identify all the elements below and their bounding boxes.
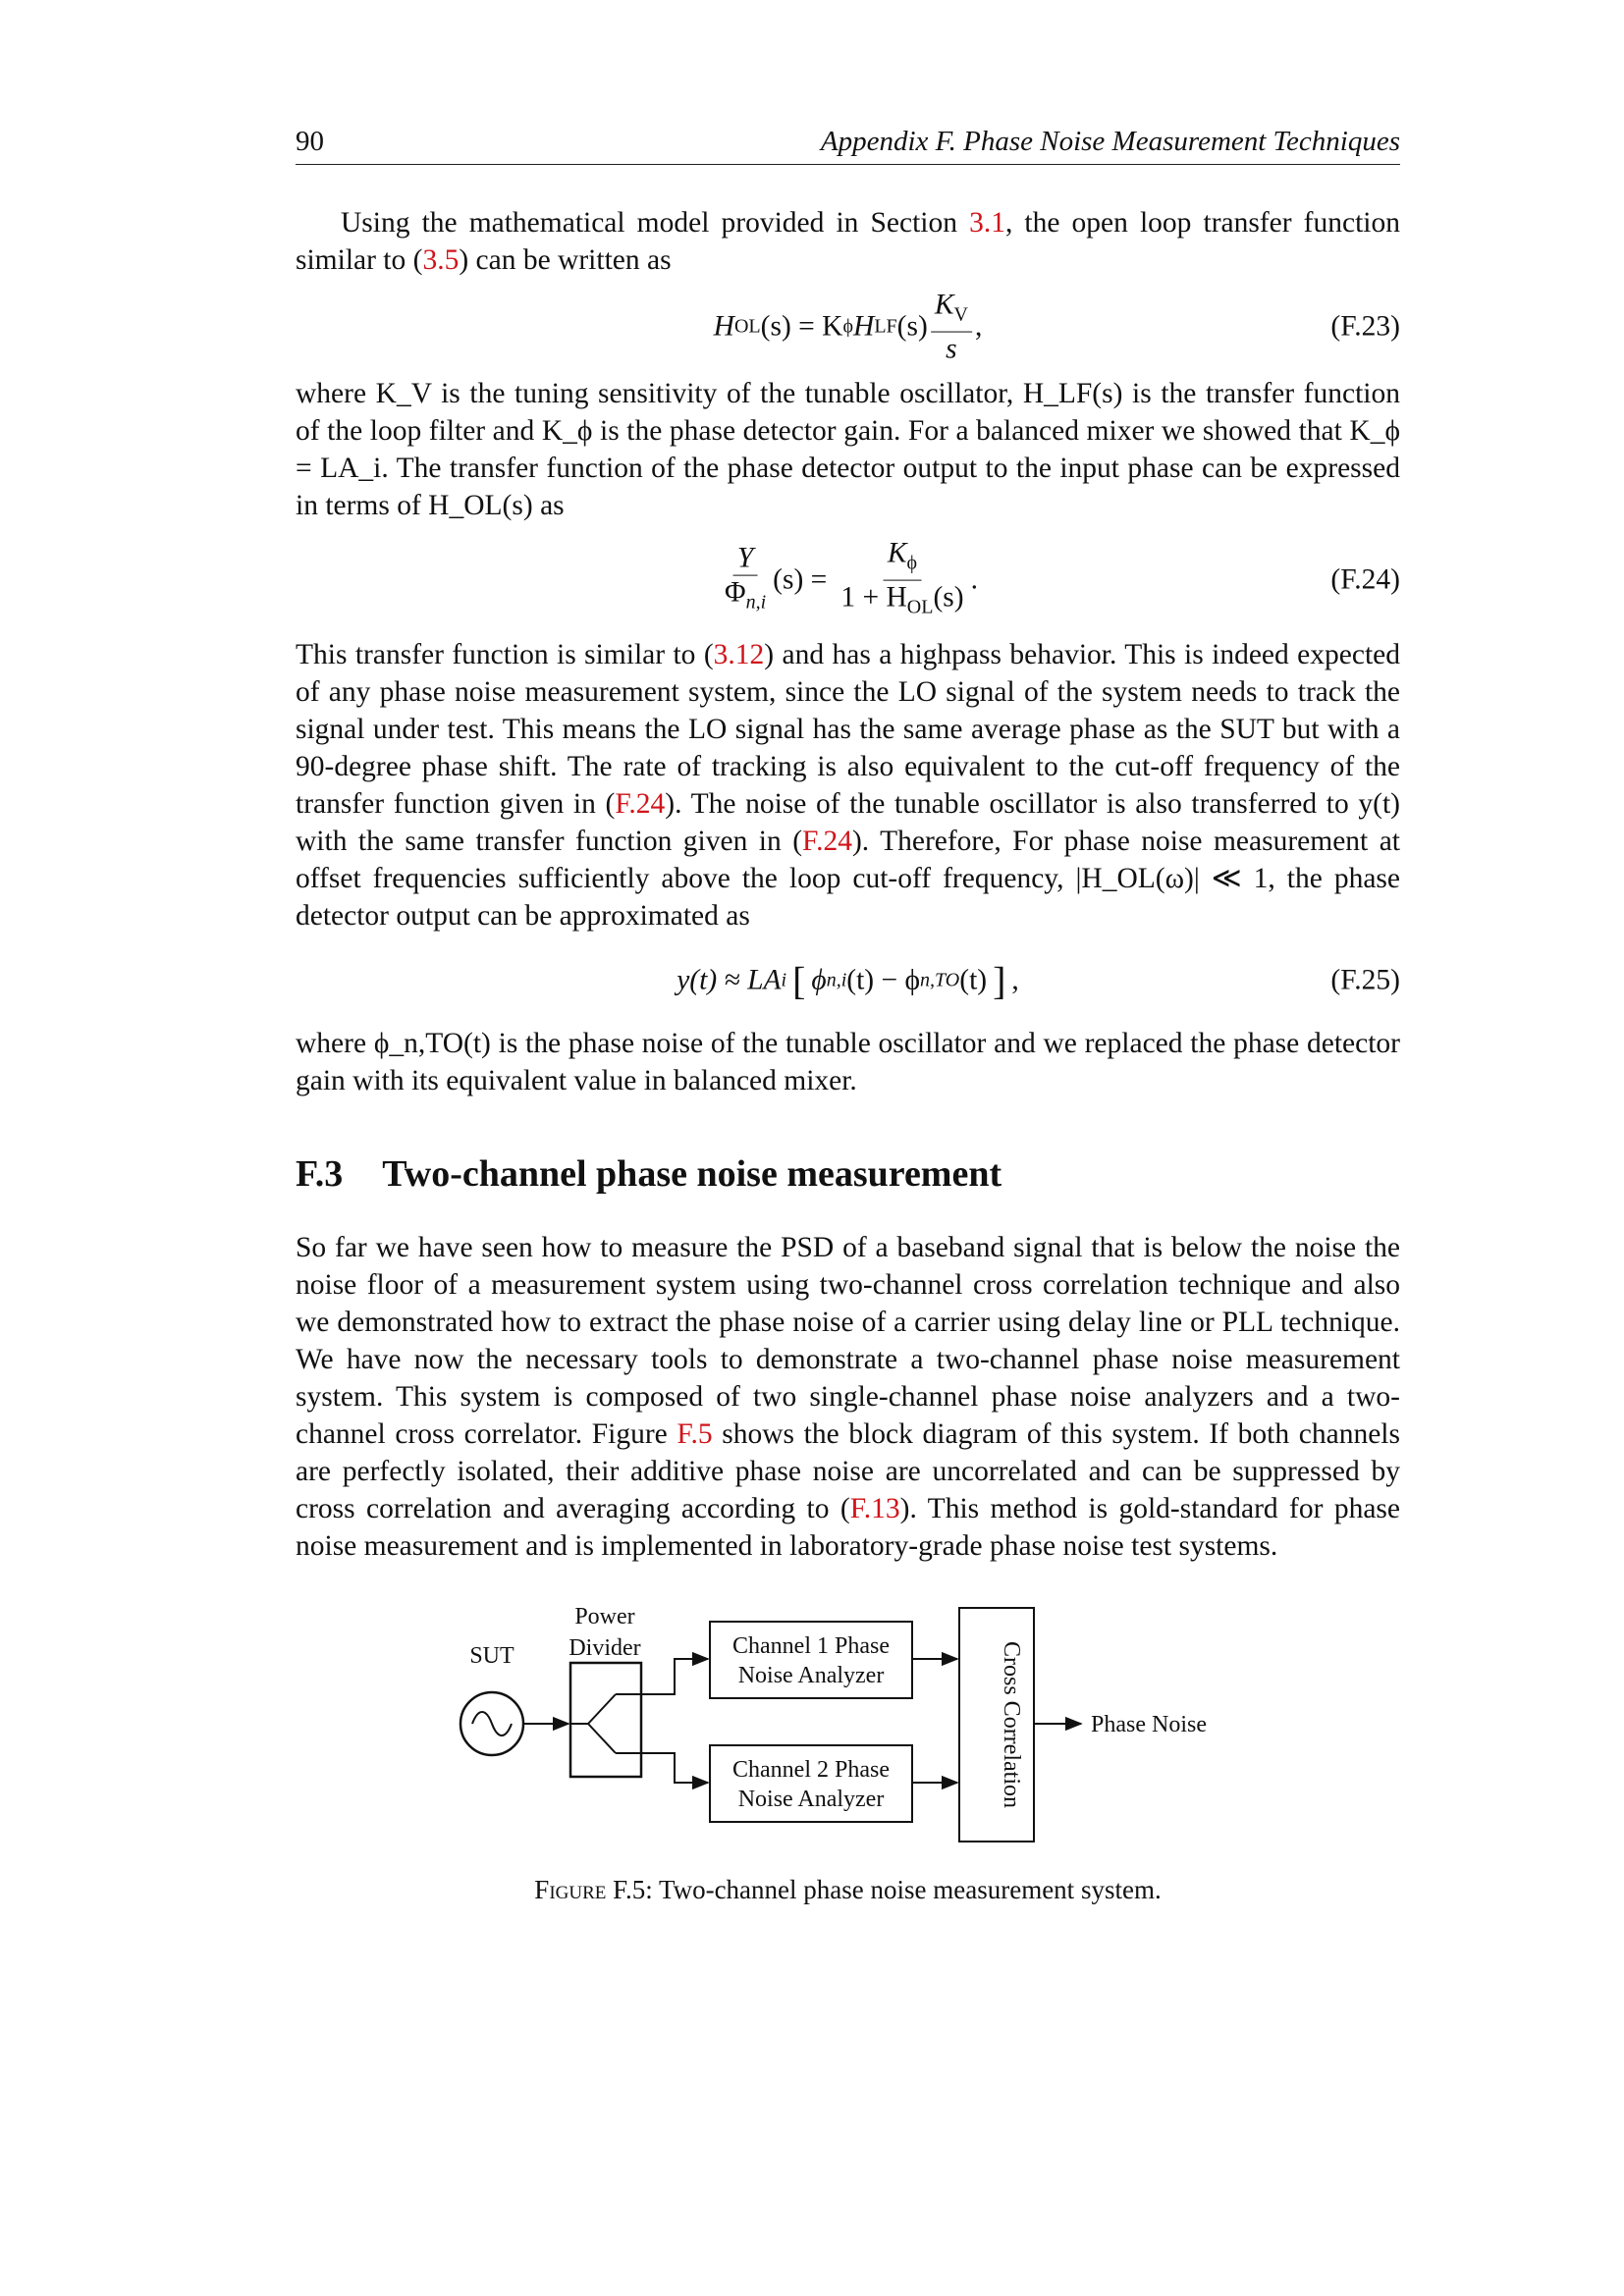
eq-sub: OL [906,596,934,618]
eq-text: y(t) ≈ LA [677,964,782,996]
section-heading [296,1152,1400,1196]
eq-sub: n,i [745,591,767,614]
channel-2-line-1: Channel 2 Phase [732,1757,890,1783]
ref-eq-f24[interactable]: F.24 [802,826,852,857]
eq-sub: ϕ [842,315,854,338]
divider-label-2: Divider [568,1635,641,1661]
text-span: ) can be written as [459,244,672,276]
eq-sub: n,TO [920,969,960,991]
eq-bracket-open: [ [792,958,806,1003]
ref-eq-3-12[interactable]: 3.12 [713,639,765,670]
eq-symbol: H [853,310,875,343]
equation-number: (F.24) [1330,563,1400,596]
eq-symbol: K [887,537,907,569]
page-number: 90 [296,126,324,157]
eq-text: (t) [959,964,988,996]
ref-figure-f5[interactable]: F.5 [677,1418,713,1450]
text-span: ). Therefore, For phase noise measurement at offset frequencies sufficiently above the loop cut-off frequency, |H_OL(ω)| ≪ 1, the phase detector output can be approximated as [296,826,1400,932]
eq-text: (t) − ϕ [846,964,921,996]
equation-f25 [296,946,1400,1015]
divider-label-1: Power [574,1604,635,1629]
eq-fraction [931,290,972,365]
figure-caption [296,1875,1400,1905]
page [296,126,1400,1905]
paragraph-5 [296,1229,1400,1565]
channel-1-line-2: Noise Analyzer [737,1663,885,1688]
paragraph-3 [296,636,1400,934]
eq-symbol: s [946,333,957,365]
running-title: Appendix F. Phase Noise Measurement Techniques [820,126,1400,157]
eq-sub: i [781,969,787,991]
power-divider-block [570,1663,641,1777]
equation-expression [677,958,1019,1004]
channel-1-analyzer [710,1622,912,1698]
section-number: F.3 [296,1153,344,1195]
eq-text: (s) [896,310,928,343]
eq-text: , [1011,964,1019,996]
eq-text: (s) [933,581,964,614]
eq-sub: V [953,303,968,326]
channel-2-line-2: Noise Analyzer [737,1787,885,1812]
text-span: Using the mathematical model provided in Section [341,207,970,239]
text-span: So far we have seen how to measure the PSD of a baseband signal that is below the noise the noise floor of a measurement system using two-channel cross correlation technique and also we demonstrated how to extract the phase noise of a carrier using delay line or PLL technique. We have now the necessary tools to demonstrate a two-channel phase noise measurement system. This system is composed of two single-channel phase noise analyzers and a two-channel cross correlator. Figure [296,1232,1400,1450]
ref-eq-f13[interactable]: F.13 [849,1493,900,1524]
page-header [296,126,1400,165]
eq-sub: n,i [826,969,847,991]
block-diagram [296,1598,1400,1853]
cross-correlation-block [959,1608,1034,1842]
eq-symbol: Y [736,542,754,574]
eq-text: (s) = K [760,310,843,343]
eq-sub: LF [874,315,897,338]
eq-fraction [721,543,770,618]
caption-prefix: Figure F.5: [534,1875,653,1904]
eq-symbol: H [713,310,734,343]
text-span: , the open loop transfer function similar to ( [296,207,1400,276]
eq-bracket-close: ] [993,958,1006,1003]
eq-symbol: K [934,289,954,321]
ref-eq-f24[interactable]: F.24 [615,788,666,820]
eq-sub: OL [733,315,761,338]
channel-2-analyzer [710,1745,912,1822]
sut-source-icon [460,1692,523,1755]
ref-eq-3-5[interactable]: 3.5 [422,244,460,276]
equation-f23 [296,285,1400,369]
eq-symbol: ϕ [811,964,827,996]
eq-text: 1 + H [840,581,907,614]
eq-symbol: Φ [725,576,746,609]
paragraph-2: where K_V is the tuning sensitivity of the tunable oscillator, H_LF(s) is the transfer function of the loop filter and K_ϕ is the phase detector gain. For a balanced mixer we showed that K_ϕ = LA_i. The transfer function of the phase detector output to the input phase can be expressed in terms of H_OL(s) as [296,378,1400,521]
section-title: Two-channel phase noise measurement [382,1153,1002,1195]
output-label: Phase Noise [1091,1712,1207,1737]
text-span: ). The noise of the tunable oscillator is also transferred to y(t) with the same transfer function given in ( [296,788,1400,857]
eq-fraction [837,538,967,623]
text-span: This transfer function is similar to ( [296,639,714,670]
text-span: ) and has a highpass behavior. This is indeed expected of any phase noise measurement system, since the LO signal of the system needs to track the signal under test. This means the LO signal has the same average phase as the SUT but with a 90-degree phase shift. The rate of tracking is also equivalent to the cut-off frequency of the transfer function given in ( [296,639,1400,820]
eq-text: (s) = [773,563,828,596]
sut-label: SUT [469,1643,514,1669]
eq-text: . [970,563,978,596]
text-span: shows the block diagram of this system. If both channels are perfectly isolated, their additive phase noise are uncorrelated and can be suppressed by cross correlation and averaging according to ( [296,1418,1400,1524]
paragraph-4: where ϕ_n,TO(t) is the phase noise of the tunable oscillator and we replaced the phase detector gain with its equivalent value in balanced mixer. [296,1028,1400,1096]
channel-1-line-1: Channel 1 Phase [732,1633,890,1659]
cross-correlation-label: Cross Correlation [999,1641,1024,1808]
caption-text: Two-channel phase noise measurement system. [652,1875,1162,1904]
equation-number: (F.25) [1330,964,1400,996]
equation-expression [714,290,983,365]
equation-expression [718,538,978,623]
equation-f24 [296,532,1400,628]
ref-section-3-1[interactable]: 3.1 [969,207,1005,239]
eq-sub: ϕ [906,552,918,574]
eq-text: , [974,310,983,343]
text-span: ). This method is gold-standard for phase noise measurement and is implemented in laboratory-grade phase noise test systems. [296,1493,1401,1562]
paragraph-1 [296,204,1400,279]
equation-number: (F.23) [1330,310,1400,343]
